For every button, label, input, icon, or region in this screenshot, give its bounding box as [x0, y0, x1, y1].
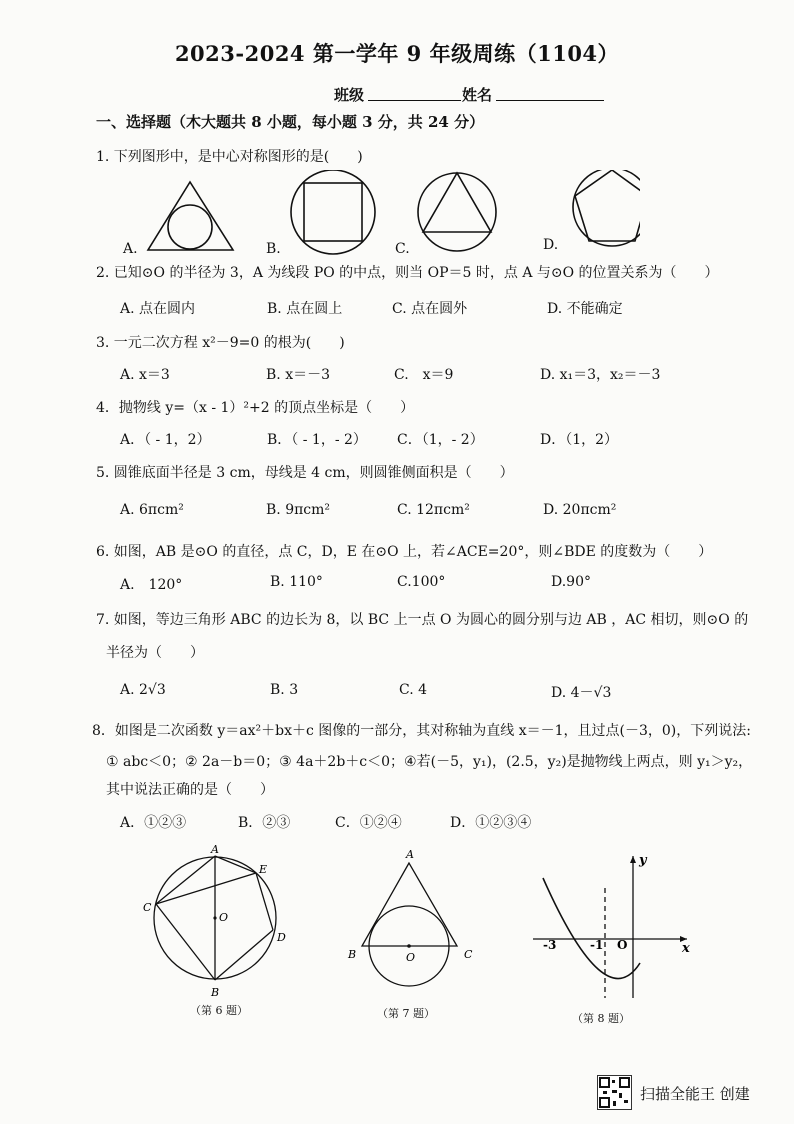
circle-with-square [291, 170, 375, 254]
fig6-label-b: B [211, 986, 220, 999]
fig6-label-a: A [211, 843, 219, 856]
qr-code-icon [597, 1075, 632, 1110]
question-4-option-c[interactable]: C．（1，- 2） [397, 432, 484, 448]
question-7-option-d[interactable]: D. 4－√3 [551, 685, 612, 701]
fig8-label-x: x [682, 941, 690, 956]
question-7-stem: 7. 如图，等边三角形 ABC 的边长为 8，以 BC 上一点 O 为圆心的圆分别与边 AB ，AC 相切，则⊙O 的 [96, 612, 749, 628]
fig7-label-a: A [406, 848, 414, 861]
fig7-label-c: C [464, 948, 473, 961]
question-8-option-d[interactable]: D．①②③④ [450, 815, 532, 831]
question-5-option-c[interactable]: C. 12πcm² [397, 502, 470, 518]
question-7-option-a[interactable]: A. 2√3 [120, 682, 166, 698]
question-7-option-c[interactable]: C. 4 [399, 682, 428, 698]
figure-8 [525, 848, 700, 1008]
question-6-option-d[interactable]: D.90° [551, 574, 591, 590]
question-6-stem: 6. 如图，AB 是⊙O 的直径，点 C，D，E 在⊙O 上，若∠ACE=20°，则∠BDE 的度数为（ ） [96, 544, 713, 560]
question-6-option-b[interactable]: B. 110° [270, 574, 323, 590]
question-6-option-a[interactable]: A. 120° [120, 577, 183, 593]
question-7-option-b[interactable]: B. 3 [270, 682, 299, 698]
question-4-option-a[interactable]: A．（ - 1，2） [120, 432, 211, 448]
scanner-watermark: 扫描全能王 创建 [640, 1085, 750, 1103]
section-heading: 一、选择题（木大题共 8 小题，每小题 3 分，共 24 分） [96, 113, 485, 131]
figure-7-caption: （第 7 题） [377, 1007, 435, 1020]
question-3-stem: 3. 一元二次方程 x²－9=0 的根为( ) [96, 335, 345, 351]
question-1-option-a[interactable]: A. [123, 241, 138, 257]
question-3-option-d[interactable]: D. x₁＝3，x₂＝－3 [540, 367, 661, 383]
fig6-label-c: C [143, 901, 152, 914]
question-4-stem: 4．抛物线 y=（x - 1）²+2 的顶点坐标是（ ） [96, 400, 415, 416]
class-field[interactable] [368, 100, 461, 101]
fig6-label-o: O [219, 911, 229, 924]
circle-with-pentagon [573, 170, 640, 246]
question-8-option-b[interactable]: B．②③ [238, 815, 291, 831]
question-6-option-c[interactable]: C.100° [397, 574, 446, 590]
question-1-option-d[interactable]: D. [543, 237, 559, 253]
page-title: 2023-2024 第一学年 9 年级周练（1104） [174, 41, 620, 66]
question-1-stem: 1. 下列图形中，是中心对称图形的是( ) [96, 149, 363, 165]
question-5-option-b[interactable]: B. 9πcm² [266, 502, 331, 518]
name-label: 姓名 [462, 86, 493, 104]
question-3-option-a[interactable]: A. x＝3 [120, 367, 170, 383]
question-2-option-b[interactable]: B. 点在圆上 [267, 301, 343, 317]
figure-8-caption: （第 8 题） [572, 1012, 630, 1025]
question-1-figures [120, 170, 640, 260]
fig8-label-minus1: -1 [590, 938, 604, 952]
question-3-option-c[interactable]: C. x＝9 [394, 367, 454, 383]
question-2-option-d[interactable]: D. 不能确定 [547, 301, 623, 317]
name-field[interactable] [496, 100, 604, 101]
question-2-option-c[interactable]: C. 点在圆外 [392, 301, 468, 317]
question-8-stem-statements: ① abc＜0；② 2a－b＝0；③ 4a＋2b＋c＜0；④若(－5，y₁)，(2.5，y₂)是抛物线上两点，则 y₁＞y₂， [106, 754, 753, 770]
fig6-label-e: E [259, 863, 268, 876]
figure-6-caption: （第 6 题） [190, 1004, 248, 1017]
fig7-label-o: O [406, 951, 416, 964]
question-8-option-c[interactable]: C．①②④ [335, 815, 402, 831]
question-3-option-b[interactable]: B. x＝－3 [266, 367, 330, 383]
class-label: 班级 [334, 86, 365, 104]
triangle-with-incircle [148, 182, 233, 250]
fig7-label-b: B [348, 948, 357, 961]
question-2-stem: 2. 已知⊙O 的半径为 3，A 为线段 PO 的中点，则当 OP＝5 时，点 A 与⊙O 的位置关系为（ ） [96, 265, 719, 281]
question-4-option-d[interactable]: D．（1，2） [540, 432, 619, 448]
question-1-option-c[interactable]: C. [395, 241, 410, 257]
question-5-option-a[interactable]: A. 6πcm² [120, 502, 184, 518]
fig8-label-origin: O [617, 938, 628, 952]
circle-with-triangle [418, 173, 496, 251]
fig8-label-minus3: -3 [543, 938, 557, 952]
question-2-option-a[interactable]: A. 点在圆内 [120, 301, 196, 317]
question-8-stem: 8．如图是二次函数 y＝ax²＋bx＋c 图像的一部分，其对称轴为直线 x＝－1，且过点(－3，0)，下列说法: [92, 723, 751, 739]
question-5-option-d[interactable]: D. 20πcm² [543, 502, 617, 518]
question-1-option-b[interactable]: B. [266, 241, 281, 257]
question-8-option-a[interactable]: A．①②③ [120, 815, 187, 831]
fig6-label-d: D [277, 931, 286, 944]
fig8-label-y: y [639, 853, 647, 868]
question-8-stem-continued: 其中说法正确的是（ ） [106, 782, 274, 798]
figure-7 [340, 845, 480, 995]
question-4-option-b[interactable]: B．（ - 1，- 2） [267, 432, 367, 448]
figure-6 [135, 840, 300, 1000]
question-5-stem: 5. 圆锥底面半径是 3 cm，母线是 4 cm，则圆锥侧面积是（ ） [96, 465, 514, 481]
question-7-stem-continued: 半径为（ ） [106, 645, 204, 661]
